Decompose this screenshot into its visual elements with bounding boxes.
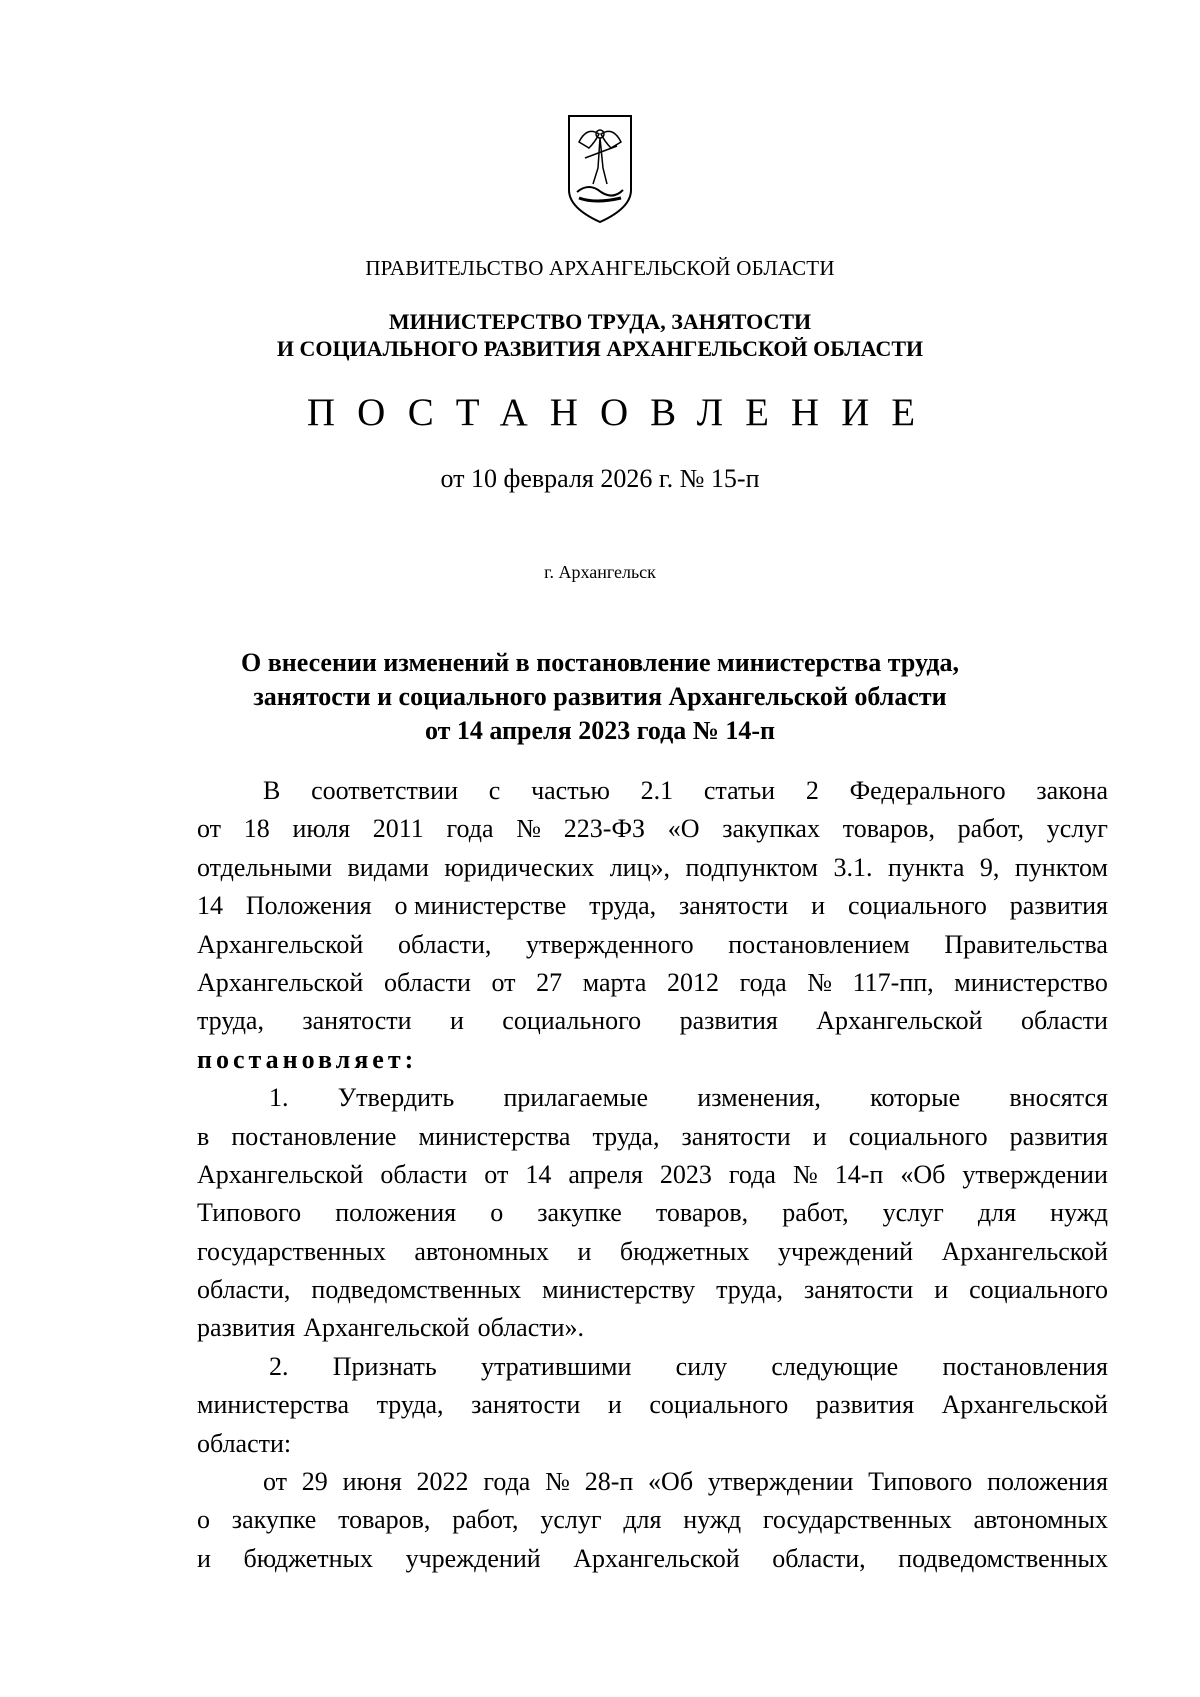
body-word: года: [483, 1467, 531, 1497]
body-word: года: [728, 1159, 776, 1189]
body-word: развития: [1009, 1121, 1108, 1151]
ministry-name: [0, 308, 1200, 362]
body-word: подведомственных: [311, 1275, 522, 1305]
body-line: [197, 1463, 1108, 1501]
body-word: занятости: [681, 1121, 791, 1151]
body-line: [197, 1501, 1108, 1539]
body-word: изменения,: [697, 1083, 821, 1113]
body-word: Архангельской: [941, 1236, 1108, 1266]
body-word: Архангельской: [573, 1543, 740, 1573]
body-word: социального: [848, 1121, 988, 1151]
body-word: Архангельской: [941, 1390, 1108, 1420]
document-type: ПОСТАНОВЛЕНИЕ: [306, 391, 938, 434]
body-word: от: [263, 1467, 288, 1497]
title-line: от 14 апреля 2023 года № 14-п: [424, 716, 776, 745]
body-word: 2012: [666, 967, 719, 997]
body-word: Типового: [197, 1198, 302, 1228]
body-word: которые: [870, 1083, 961, 1113]
body-word: Типового: [868, 1467, 973, 1497]
body-line: [197, 1156, 1108, 1194]
body-word: министерству: [542, 1275, 696, 1305]
body-word: 223-ФЗ: [563, 814, 646, 844]
body-word: июля: [292, 814, 351, 844]
body-word: министерство: [954, 967, 1108, 997]
body-word: и: [812, 1121, 827, 1151]
body-word: работ,: [782, 1198, 849, 1228]
body-word: подпунктом: [685, 852, 819, 882]
body-word: области: [383, 967, 471, 997]
body-word: Архангельской: [197, 929, 364, 959]
body-word: 2: [805, 776, 819, 805]
body-word: нужд: [1050, 1198, 1108, 1228]
document-title: [0, 646, 1200, 748]
body-word: занятости: [804, 1275, 914, 1305]
body-word: «Об: [648, 1467, 694, 1497]
body-word: и: [607, 1390, 622, 1420]
body-word: утратившими: [481, 1351, 632, 1381]
body-word: о: [197, 1505, 210, 1535]
body-word: Положения: [245, 891, 372, 921]
body-word: №: [545, 1467, 570, 1497]
body-word: 27: [536, 967, 563, 997]
body-word: товаров,: [842, 814, 935, 844]
body-word: области: [380, 1159, 468, 1189]
body-word: В: [263, 776, 281, 805]
body-word: 1.: [269, 1083, 289, 1113]
body-word: и: [934, 1275, 949, 1305]
body-word: Признать: [332, 1351, 437, 1381]
body-word: области: [1021, 1006, 1108, 1036]
body-word: Архангельской: [816, 1006, 983, 1036]
body-word: Утвердить: [337, 1083, 455, 1113]
body-word: положения: [335, 1198, 457, 1228]
body-word: о: [490, 1198, 504, 1228]
body-line: [197, 1348, 1108, 1386]
body-line: [197, 849, 1108, 887]
body-word: занятости: [302, 1006, 412, 1036]
body-word: 14: [525, 1159, 552, 1189]
ministry-name-line1: МИНИСТЕРСТВО ТРУДА, ЗАНЯТОСТИ: [388, 309, 812, 334]
body-word: закупке: [231, 1505, 317, 1535]
body-line: [197, 887, 1108, 925]
body-word: бюджетных: [619, 1236, 750, 1266]
body-word: юридических: [444, 852, 595, 882]
body-word: социального: [649, 1390, 789, 1420]
body-word: 3.1.: [833, 852, 873, 882]
body-word: постановления: [942, 1351, 1108, 1381]
body-word: апреля: [568, 1159, 643, 1189]
body-word: и: [577, 1236, 592, 1266]
body-word: труда,: [716, 1275, 784, 1305]
body-word: министерства: [418, 1121, 571, 1151]
body-word: от: [491, 967, 516, 997]
body-word: отдельными: [197, 852, 333, 882]
body-word: утверждении: [707, 1467, 854, 1497]
body-word: «О: [667, 814, 700, 844]
body-word: следующие: [771, 1351, 899, 1381]
body-word: 2.1: [640, 776, 674, 805]
body-word: учреждений: [405, 1543, 541, 1573]
body-word: труда,: [589, 891, 657, 921]
body-word: закона: [1036, 776, 1108, 805]
coat-of-arms-emblem: [565, 112, 635, 224]
body-word: 2022: [416, 1467, 469, 1497]
body-word: в: [197, 1121, 210, 1151]
body-word: Правительства: [944, 929, 1108, 959]
body-word: области,: [397, 929, 492, 959]
body-word: автономных: [973, 1505, 1108, 1535]
body-word: №: [792, 1159, 818, 1189]
body-word: закупке: [537, 1198, 622, 1228]
body-line: [197, 1041, 1108, 1079]
body-word: соответствии: [311, 776, 459, 805]
body-word: о министерстве: [394, 891, 567, 921]
body-line: [197, 1386, 1108, 1424]
body-word: труда,: [592, 1121, 660, 1151]
body-word: государственных: [197, 1236, 386, 1266]
body-line: [197, 1271, 1108, 1309]
body-line: [197, 1425, 1108, 1463]
body-word: социального: [969, 1275, 1108, 1305]
body-word: от: [197, 814, 222, 844]
body-word: частью: [531, 776, 610, 805]
body-word: области».: [477, 1313, 585, 1343]
title-line: занятости и социального развития Архангельской области: [253, 682, 947, 711]
body-word: видами: [347, 852, 429, 882]
body-word: развития: [679, 1006, 778, 1036]
body-word: марта: [582, 967, 647, 997]
body-word: «Об: [900, 1159, 946, 1189]
body-line: [197, 1540, 1108, 1578]
body-word: 14-п: [834, 1159, 884, 1189]
body-line: [197, 1194, 1108, 1232]
body-word: №: [807, 967, 833, 997]
body-word: закупках: [722, 814, 820, 844]
body-word: развития: [197, 1313, 296, 1343]
body-word: развития: [815, 1390, 915, 1420]
body-word: области,: [197, 1275, 291, 1305]
body-word: 29: [301, 1467, 328, 1497]
body-word: развития: [1009, 891, 1108, 921]
body-word: труда,: [197, 1006, 264, 1036]
body-line: [197, 1233, 1108, 1271]
body-word: социального: [502, 1006, 642, 1036]
body-word: постановлением: [728, 929, 910, 959]
body-word: 2011: [372, 814, 424, 844]
body-word: Архангельской: [197, 967, 364, 997]
body-word: занятости: [679, 891, 789, 921]
body-word: года: [446, 814, 494, 844]
body-word: услуг: [1046, 814, 1108, 844]
body-line: [197, 1002, 1108, 1040]
body-line: [197, 1118, 1108, 1156]
body-word: статьи: [703, 776, 776, 805]
body-word: постановление: [231, 1121, 397, 1151]
body-word: года: [739, 967, 787, 997]
body-word: подведомственных: [898, 1543, 1108, 1573]
body-word: Архангельской: [197, 1159, 364, 1189]
date-and-number: от 10 февраля 2026 г. № 15-п: [440, 464, 760, 493]
title-line: О внесении изменений в постановление министерства труда,: [240, 648, 960, 677]
body-word: и: [197, 1543, 211, 1573]
government-name: ПРАВИТЕЛЬСТВО АРХАНГЕЛЬСКОЙ ОБЛАСТИ: [365, 256, 835, 280]
body-word: социального: [847, 891, 987, 921]
body-word: учреждений: [777, 1236, 914, 1266]
body-word: лиц»,: [609, 852, 671, 882]
body-word: вносятся: [1009, 1083, 1108, 1113]
body-word: утверждении: [962, 1159, 1108, 1189]
body-word: 28-п: [584, 1467, 634, 1497]
body-word: пункта: [888, 852, 965, 882]
ministry-name-line2: И СОЦИАЛЬНОГО РАЗВИТИЯ АРХАНГЕЛЬСКОЙ ОБЛАСТИ: [276, 336, 924, 361]
body-word: 14: [197, 891, 223, 921]
body-word: 9,: [979, 852, 1000, 882]
body-word: пунктом: [1014, 852, 1108, 882]
body-word: постановляет:: [197, 1044, 418, 1074]
body-word: для: [623, 1505, 662, 1535]
body-word: и: [811, 891, 826, 921]
body-word: товаров,: [655, 1198, 749, 1228]
body-word: автономных: [414, 1236, 549, 1266]
body-word: государственных: [762, 1505, 952, 1535]
body-line: [197, 772, 1108, 810]
body-word: 2.: [269, 1351, 289, 1381]
body-word: 2023: [659, 1159, 712, 1189]
document-body: [197, 772, 1108, 1578]
body-word: положения: [987, 1467, 1108, 1497]
body-word: от: [484, 1159, 509, 1189]
body-word: области,: [772, 1543, 866, 1573]
body-word: области:: [197, 1428, 292, 1458]
body-word: Федерального: [849, 776, 1006, 805]
body-word: занятости: [471, 1390, 581, 1420]
body-word: силу: [675, 1351, 728, 1381]
body-line: [197, 926, 1108, 964]
body-word: услуг: [540, 1505, 602, 1535]
body-word: №: [516, 814, 542, 844]
body-word: 117-пп,: [852, 967, 934, 997]
body-word: услуг: [882, 1198, 944, 1228]
body-word: работ,: [957, 814, 1025, 844]
body-word: работ,: [452, 1505, 519, 1535]
body-word: бюджетных: [243, 1543, 373, 1573]
body-word: для: [977, 1198, 1017, 1228]
body-word: Архангельской: [303, 1313, 470, 1343]
body-line: [197, 964, 1108, 1002]
body-line: [197, 1309, 1108, 1347]
body-word: июня: [342, 1467, 402, 1497]
city: г. Архангельск: [544, 562, 656, 582]
body-word: нужд: [683, 1505, 742, 1535]
body-word: с: [488, 776, 501, 805]
body-word: 18: [243, 814, 270, 844]
body-word: министерства: [197, 1390, 350, 1420]
body-word: прилагаемые: [503, 1083, 649, 1113]
body-line: [197, 1079, 1108, 1117]
body-line: [197, 810, 1108, 848]
body-word: и: [449, 1006, 464, 1036]
body-word: труда,: [376, 1390, 444, 1420]
body-word: товаров,: [338, 1505, 431, 1535]
body-word: утвержденного: [526, 929, 694, 959]
